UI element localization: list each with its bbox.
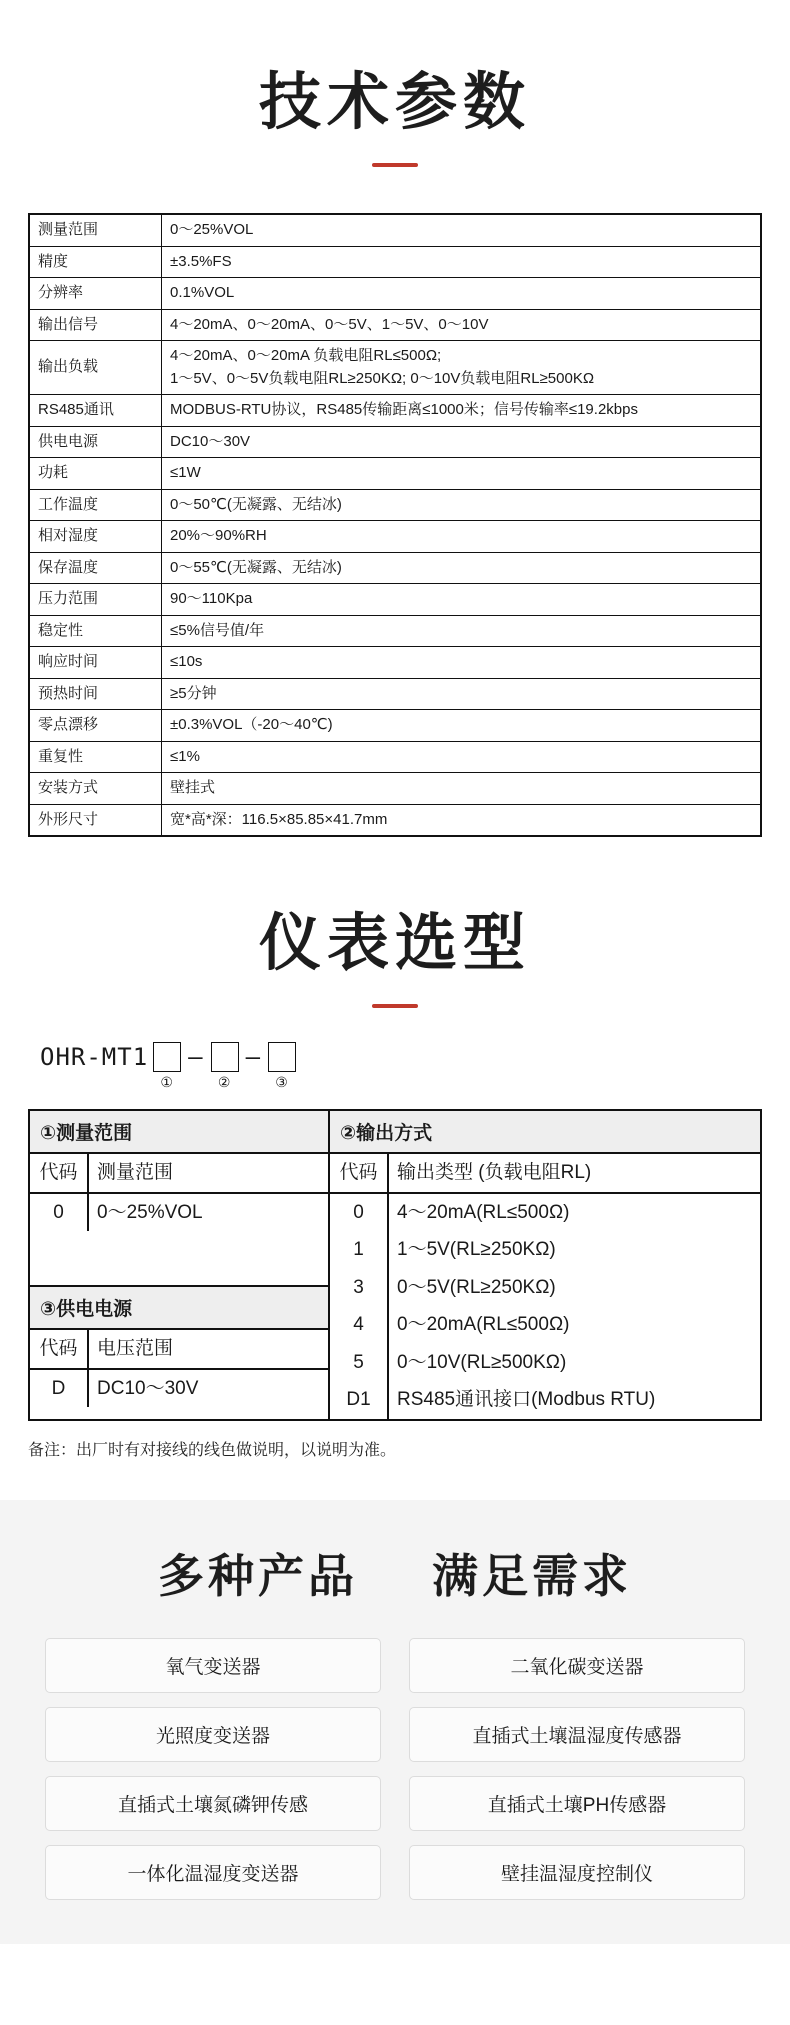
spec-key: 精度 [30, 246, 162, 278]
spec-key: 分辨率 [30, 278, 162, 310]
selection-left-column [30, 1111, 330, 1419]
output-code: 0 [330, 1193, 388, 1232]
spec-table [29, 214, 761, 836]
product-item[interactable]: 直插式土壤PH传感器 [409, 1776, 745, 1831]
panel-spacer [30, 1231, 328, 1285]
model-slot-index: ② [217, 1074, 232, 1090]
spec-key: 重复性 [30, 741, 162, 773]
output-code: D1 [330, 1381, 388, 1419]
range-panel-header: ①测量范围 [30, 1111, 328, 1154]
spec-value: ≤1% [162, 741, 761, 773]
spec-key: 压力范围 [30, 584, 162, 616]
spec-value: 4～20mA、0～20mA 负载电阻RL≤500Ω; 1～5V、0～5V负载电阻RL≥250KΩ; 0～10V负载电阻RL≥500KΩ [162, 341, 761, 395]
spec-key: 响应时间 [30, 647, 162, 679]
spec-key: 安装方式 [30, 773, 162, 805]
table-row [330, 1231, 760, 1269]
spec-key: 稳定性 [30, 615, 162, 647]
table-row [30, 615, 761, 647]
spec-value: 壁挂式 [162, 773, 761, 805]
column-header-name: 测量范围 [97, 1162, 174, 1183]
product-item[interactable]: 直插式土壤温湿度传感器 [409, 1707, 745, 1762]
output-code: 3 [330, 1269, 388, 1307]
table-header-row [330, 1154, 760, 1193]
model-slot-index: ① [160, 1074, 174, 1090]
spec-value: 0～55℃(无凝露、无结冰) [162, 552, 761, 584]
model-slot-index: ③ [275, 1074, 289, 1090]
products-grid [45, 1638, 745, 1900]
spec-key: 功耗 [30, 458, 162, 490]
power-code: D [30, 1369, 88, 1408]
column-header-code: 代码 [330, 1154, 388, 1193]
products-title-left: 多种产品 [157, 1548, 358, 1603]
spec-key: 工作温度 [30, 489, 162, 521]
product-item[interactable]: 氧气变送器 [45, 1638, 381, 1693]
table-row [30, 710, 761, 742]
table-row [30, 426, 761, 458]
column-header-code: 代码 [30, 1330, 88, 1369]
table-row [30, 741, 761, 773]
model-selection-table [28, 1109, 762, 1421]
spec-value: ±3.5%FS [162, 246, 761, 278]
model-note: 备注：出厂时有对接线的线色做说明，以说明为准。 [28, 1441, 397, 1459]
model-dash: — [188, 1043, 204, 1071]
spec-key: 保存温度 [30, 552, 162, 584]
output-panel-header: ②输出方式 [330, 1111, 760, 1154]
table-row [30, 341, 761, 395]
table-row [30, 215, 761, 247]
spec-value: 4～20mA、0～20mA、0～5V、1～5V、0～10V [162, 309, 761, 341]
table-row [30, 773, 761, 805]
column-header-name: 输出类型 (负载电阻RL) [397, 1162, 592, 1183]
output-name: RS485通讯接口(Modbus RTU) [397, 1389, 656, 1411]
range-name: 0～25%VOL [97, 1201, 203, 1223]
products-title-right: 满足需求 [432, 1548, 633, 1603]
output-panel-table [330, 1154, 760, 1419]
table-row [30, 278, 761, 310]
table-row [30, 678, 761, 710]
spec-key: 预热时间 [30, 678, 162, 710]
model-slot-box[interactable] [268, 1042, 296, 1072]
spec-key: RS485通讯 [30, 395, 162, 427]
table-row [330, 1269, 760, 1307]
spec-key: 零点漂移 [30, 710, 162, 742]
model-slot-1[interactable] [153, 1042, 181, 1089]
table-header-row [30, 1330, 328, 1369]
spec-value: 0～50℃(无凝露、无结冰) [162, 489, 761, 521]
output-name: 0～5V(RL≥250KΩ) [397, 1276, 556, 1298]
table-row [30, 1369, 328, 1408]
power-name: DC10～30V [97, 1377, 199, 1399]
table-row [330, 1381, 760, 1419]
page-title-spec: 技术参数 [258, 65, 531, 138]
spec-key: 输出信号 [30, 309, 162, 341]
spec-value: ≤1W [162, 458, 761, 490]
range-code: 0 [30, 1193, 88, 1232]
spec-key: 输出负载 [30, 341, 162, 395]
range-panel-table [30, 1154, 328, 1231]
column-header-code: 代码 [30, 1154, 88, 1193]
output-name: 0～10V(RL≥500KΩ) [397, 1351, 567, 1373]
table-row [330, 1193, 760, 1232]
spec-value: 宽*高*深：116.5×85.85×41.7mm [162, 804, 761, 836]
spec-key: 外形尺寸 [30, 804, 162, 836]
table-row [30, 489, 761, 521]
product-item[interactable]: 一体化温湿度变送器 [45, 1845, 381, 1900]
selection-right-column [330, 1111, 760, 1419]
spec-key: 供电电源 [30, 426, 162, 458]
output-code: 4 [330, 1306, 388, 1344]
spec-value: ±0.3%VOL（-20～40℃) [162, 710, 761, 742]
model-slot-box[interactable] [153, 1042, 181, 1072]
model-slot-3[interactable] [268, 1042, 296, 1089]
power-panel-header: ③供电电源 [30, 1285, 328, 1330]
table-row [30, 804, 761, 836]
page-title-model: 仪表选型 [258, 906, 531, 979]
table-row [30, 647, 761, 679]
product-item[interactable]: 二氧化碳变送器 [409, 1638, 745, 1693]
title-divider-model [372, 1004, 418, 1008]
model-slot-box[interactable] [211, 1042, 239, 1072]
table-row [330, 1344, 760, 1382]
power-panel-table [30, 1330, 328, 1407]
output-name: 1～5V(RL≥250KΩ) [397, 1239, 556, 1261]
spec-value: 20%～90%RH [162, 521, 761, 553]
model-dash: — [245, 1043, 262, 1071]
model-prefix: OHR-MT1 [40, 1043, 149, 1071]
model-code-builder [40, 1042, 790, 1089]
spec-value: ≥5分钟 [162, 678, 761, 710]
output-name: 0～20mA(RL≤500Ω) [397, 1314, 570, 1336]
spec-table-wrap [28, 213, 762, 837]
product-item[interactable]: 壁挂温湿度控制仪 [409, 1845, 745, 1900]
spec-value: 0.1%VOL [162, 278, 761, 310]
products-title [0, 1540, 790, 1606]
title-divider-spec [372, 163, 418, 167]
product-item[interactable]: 直插式土壤氮磷钾传感 [45, 1776, 381, 1831]
table-row [30, 521, 761, 553]
spec-value: 0～25%VOL [162, 215, 761, 247]
output-name: 4～20mA(RL≤500Ω) [397, 1201, 570, 1223]
table-row [30, 552, 761, 584]
spec-key: 测量范围 [30, 215, 162, 247]
table-row [30, 1193, 328, 1232]
model-slot-2[interactable] [211, 1042, 239, 1089]
spec-value: 90～110Kpa [162, 584, 761, 616]
product-item[interactable]: 光照度变送器 [45, 1707, 381, 1762]
table-row [30, 584, 761, 616]
table-row [330, 1306, 760, 1344]
table-row [30, 458, 761, 490]
spec-value: MODBUS-RTU协议，RS485传输距离≤1000米；信号传输率≤19.2kbps [162, 395, 761, 427]
spec-value: DC10～30V [162, 426, 761, 458]
table-row [30, 395, 761, 427]
column-header-name: 电压范围 [97, 1338, 174, 1360]
output-code: 1 [330, 1231, 388, 1269]
table-header-row [30, 1154, 328, 1193]
table-row [30, 309, 761, 341]
table-row [30, 246, 761, 278]
spec-key: 相对湿度 [30, 521, 162, 553]
output-code: 5 [330, 1344, 388, 1382]
spec-value: ≤10s [162, 647, 761, 679]
products-section [0, 1500, 790, 1944]
spec-value: ≤5%信号值/年 [162, 615, 761, 647]
